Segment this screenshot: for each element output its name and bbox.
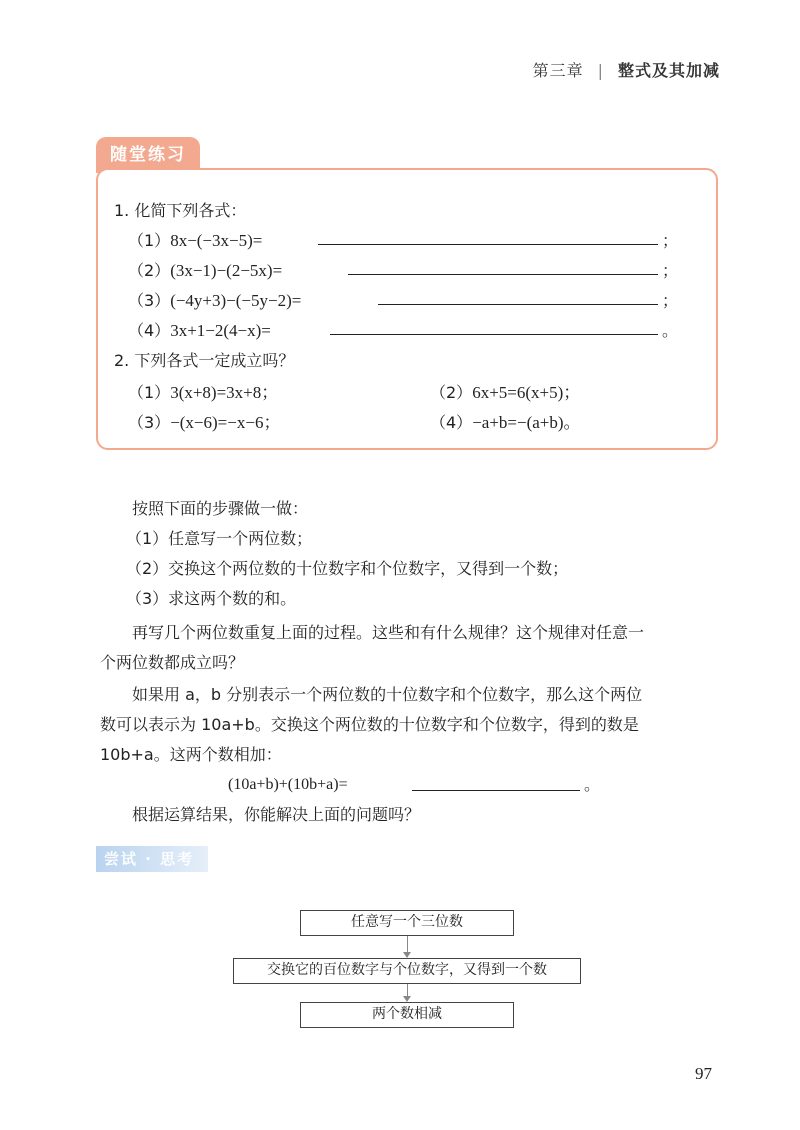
closing-question: 根据运算结果，你能解决上面的问题吗？ <box>132 805 421 824</box>
q1-item-3-end: ； <box>662 291 679 310</box>
flow-step-3: 两个数相减 <box>300 1002 514 1028</box>
practice-tab: 随堂练习 <box>96 137 200 173</box>
q1-item-1-end: ； <box>662 231 679 250</box>
q1-item-4-expression: 3x+1−2(4−x)= <box>170 321 271 340</box>
q1-item-2-expression: (3x−1)−(2−5x)= <box>170 261 283 280</box>
chapter-label: 第三章 <box>532 61 584 80</box>
page-number: 97 <box>695 1064 712 1083</box>
q1-item-1-expression: 8x−(−3x−5)= <box>170 231 263 250</box>
q2-item-1 <box>128 378 278 403</box>
flow-arrow-2 <box>407 984 408 1000</box>
chapter-title: 整式及其加减 <box>617 61 720 80</box>
activity-step-3: （3）求这两个数的和。 <box>126 589 297 608</box>
q1-item-2-answer-blank[interactable] <box>348 274 658 275</box>
q2-item-4 <box>430 408 581 433</box>
activity-intro: 按照下面的步骤做一做： <box>132 499 309 518</box>
q2-item-3 <box>128 408 280 433</box>
paragraph-1-line-2: 个两位数都成立吗？ <box>100 653 245 672</box>
q1-item-3-expression: (−4y+3)−(−5y−2)= <box>170 291 302 310</box>
flow-step-1: 任意写一个三位数 <box>300 910 514 936</box>
q2-item-2-number: （2） <box>430 383 473 402</box>
question-1-title: 1. 化简下列各式： <box>114 201 247 220</box>
sum-equation: (10a+b)+(10b+a)= <box>228 776 348 793</box>
q2-item-4-number: （4） <box>430 413 473 432</box>
flow-step-2: 交换它的百位数字与个位数字，又得到一个数 <box>233 958 581 984</box>
question-2-title: 2. 下列各式一定成立吗？ <box>114 351 295 370</box>
activity-step-1: （1）任意写一个两位数； <box>126 529 313 548</box>
q2-item-4-expression: −a+b=−(a+b)。 <box>472 413 581 432</box>
sum-equation-end: 。 <box>584 775 601 794</box>
paragraph-2-line-1: 如果用 a，b 分别表示一个两位数的十位数字和个位数字，那么这个两位 <box>132 685 643 704</box>
paragraph-2-line-2: 数可以表示为 10a+b。交换这个两位数的十位数字和个位数字，得到的数是 <box>100 715 639 734</box>
q1-item-2-end: ； <box>662 261 679 280</box>
q1-item-4 <box>128 318 271 341</box>
flow-arrow-1 <box>407 936 408 956</box>
q2-item-1-expression: 3(x+8)=3x+8； <box>170 383 279 402</box>
q1-item-1-number: （1） <box>128 231 171 250</box>
q1-item-3-number: （3） <box>128 291 171 310</box>
q1-item-4-answer-blank[interactable] <box>330 334 658 335</box>
header-separator: | <box>597 61 604 80</box>
paragraph-2-line-3: 10b+a。这两个数相加： <box>100 745 282 764</box>
q2-item-2-expression: 6x+5=6(x+5)； <box>472 383 581 402</box>
q2-item-1-number: （1） <box>128 383 171 402</box>
q2-item-2 <box>430 378 580 403</box>
q1-item-3-answer-blank[interactable] <box>378 304 658 305</box>
q1-item-4-number: （4） <box>128 321 171 340</box>
running-header <box>533 58 720 81</box>
q1-item-2 <box>128 258 282 281</box>
q1-item-4-end: 。 <box>662 321 679 340</box>
q1-item-1 <box>128 228 262 251</box>
q1-item-1-answer-blank[interactable] <box>318 244 658 245</box>
q1-item-2-number: （2） <box>128 261 171 280</box>
q2-item-3-number: （3） <box>128 413 171 432</box>
sum-answer-blank[interactable] <box>412 790 580 791</box>
try-think-tab: 尝试 · 思考 <box>96 846 208 872</box>
q1-item-3 <box>128 288 301 311</box>
q2-item-3-expression: −(x−6)=−x−6； <box>170 413 281 432</box>
activity-step-2: （2）交换这个两位数的十位数字和个位数字，又得到一个数； <box>126 559 569 578</box>
paragraph-1-line-1: 再写几个两位数重复上面的过程。这些和有什么规律？这个规律对任意一 <box>132 623 645 642</box>
